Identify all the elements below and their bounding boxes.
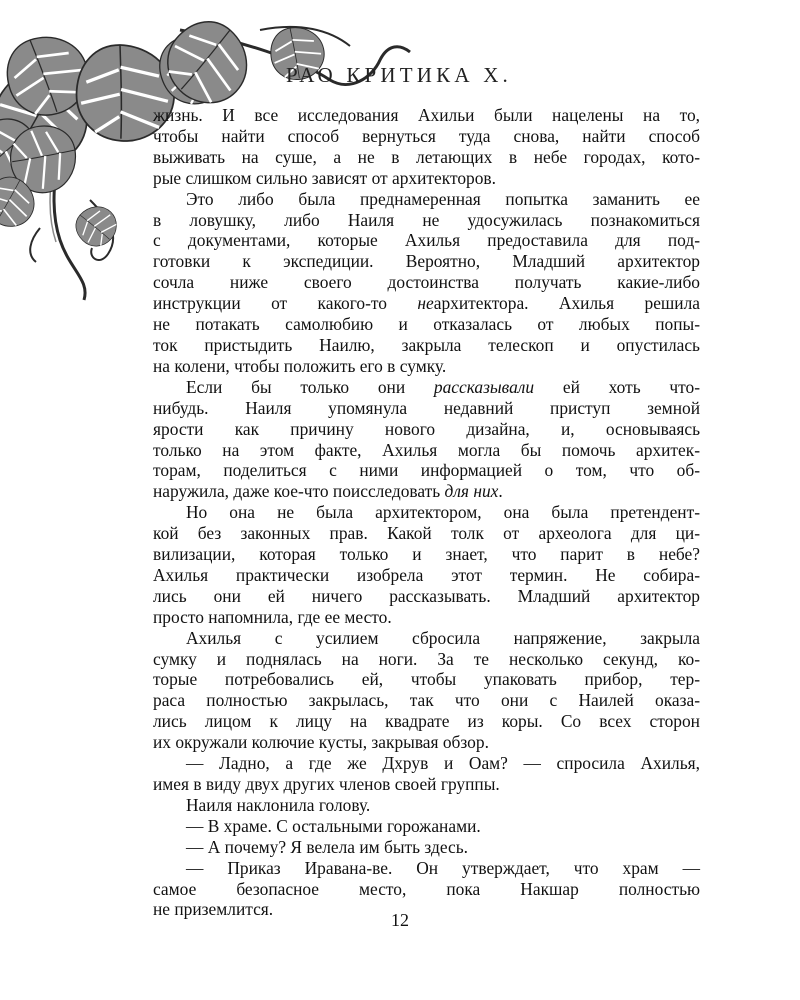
text-line: [153, 377, 700, 398]
paragraph-8: [153, 816, 700, 837]
text-line: Ахилья с усилием сбросила напряжение, закрыла: [186, 627, 700, 648]
text-fragment: Если бы только они: [186, 376, 434, 397]
body-text: [153, 105, 700, 920]
text-line: торам, поделиться с ними информацией о том, что об-: [153, 460, 700, 481]
text-line: только на этом факте, Ахилья могла бы помочь архитек-: [153, 439, 700, 460]
text-line: рые слишком сильно зависят от архитекторов.: [153, 167, 496, 188]
text-line: просто напомнила, где ее место.: [153, 606, 392, 627]
text-line: готовки к экспедиции. Вероятно, Младший архитектор: [153, 251, 700, 272]
text-line: Наиля наклонила голову.: [186, 794, 371, 815]
text-line: сумку и поднялась на ноги. За те несколько секунд, ко-: [153, 648, 700, 669]
text-fragment: инструкции от какого-то: [153, 293, 418, 314]
text-line: лись лицом к лицу на квадрате из коры. Со всех сторон: [153, 711, 700, 732]
text-line: самое безопасное место, пока Накшар полностью: [153, 878, 700, 899]
text-line: в ловушку, либо Наиля не удосужилась познакомиться: [153, 209, 700, 230]
text-line: не приземлится.: [153, 899, 274, 920]
emphasis: не: [417, 293, 434, 314]
text-line: раса полностью закрылась, так что они с Наилей оказа-: [153, 690, 700, 711]
paragraph-1: [153, 105, 700, 189]
text-line: торые потребовались ей, чтобы упаковать прибор, тер-: [153, 669, 700, 690]
text-line: выживать на суше, а не в летающих в небе городах, кото-: [153, 146, 700, 167]
page-number: 12: [391, 910, 409, 930]
text-line: вилизации, которая только и знает, что парит в небе?: [153, 544, 700, 565]
text-line: на колени, чтобы положить его в сумку.: [153, 355, 447, 376]
text-line: жизнь. И все исследования Ахильи были нацелены на то,: [153, 105, 700, 125]
paragraph-7: [153, 795, 700, 816]
text-line: — Приказ Иравана-ве. Он утверждает, что храм —: [186, 857, 700, 878]
paragraph-4: [153, 502, 700, 627]
paragraph-3: [153, 377, 700, 502]
text-line: не потакать самолюбию и отказалась от любых попы-: [153, 314, 700, 335]
emphasis: рассказывали: [433, 376, 535, 397]
text-line: лись они ей ничего рассказывать. Младший архитектор: [153, 585, 700, 606]
text-line: сочла ниже своего достоинства получать какие-либо: [153, 272, 700, 293]
text-line: [153, 481, 700, 502]
text-line: — А почему? Я велела им быть здесь.: [186, 836, 468, 857]
text-line: Это либо была преднамеренная попытка заманить ее: [186, 188, 700, 209]
text-line: [153, 293, 700, 314]
text-fragment: наружила, даже кое-что поисследовать: [153, 481, 445, 502]
paragraph-5: [153, 628, 700, 753]
running-head: РАО КРИТИКА Х.: [286, 63, 513, 87]
text-line: имея в виду двух других членов своей группы.: [153, 774, 500, 794]
text-line: Но она не была архитектором, она была претендент-: [186, 502, 700, 523]
text-line: Ахилья практически изобрела этот термин. Не собира-: [153, 564, 700, 585]
text-line: с документами, которые Ахилья предоставила для под-: [153, 230, 700, 251]
paragraph-6: [153, 753, 700, 795]
text-line: ток пристыдить Наилю, закрыла телескоп и опустилась: [153, 334, 700, 355]
paragraph-2: [153, 189, 700, 377]
text-line: — Ладно, а где же Дхрув и Оам? — спросила Ахилья,: [186, 753, 700, 774]
text-line: — В храме. С остальными горожанами.: [186, 815, 481, 836]
text-line: ярости как причину нового дизайна, и, основываясь: [153, 418, 700, 439]
text-line: чтобы найти способ вернуться туда снова, найти способ: [153, 125, 700, 146]
text-fragment: архитектора. Ахилья решила: [433, 293, 701, 314]
text-line: нибудь. Наиля упомянула недавний приступ земной: [153, 397, 700, 418]
text-fragment: ей хоть что-: [534, 376, 701, 397]
text-line: кой без законных прав. Какой толк от археолога для ци-: [153, 523, 700, 544]
paragraph-9: [153, 837, 700, 858]
text-line: их окружали колючие кусты, закрывая обзор.: [153, 732, 489, 753]
text-fragment: .: [498, 481, 503, 502]
emphasis: для них: [444, 481, 499, 502]
